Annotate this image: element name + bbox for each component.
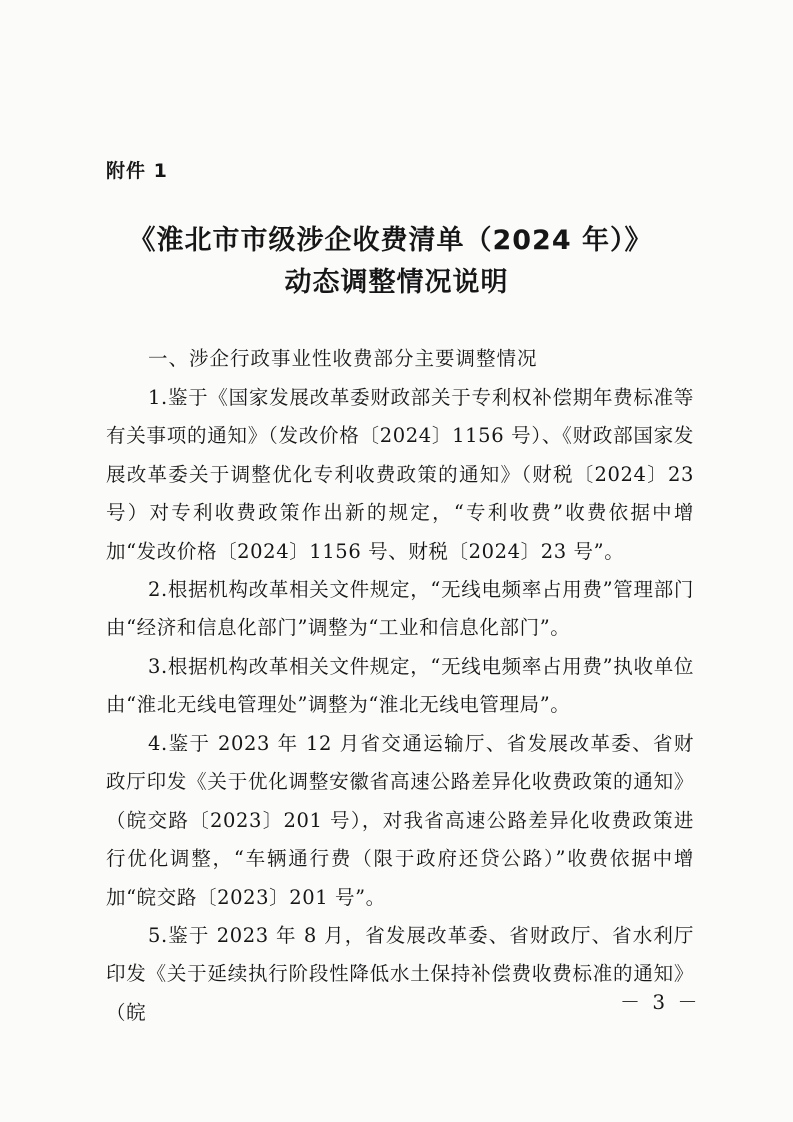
paragraph-5: 5.鉴于 2023 年 8 月，省发展改革委、省财政厅、省水利厅印发《关于延续执行阶段性降低水土保持补偿费收费标准的通知》（皖 — [106, 924, 694, 1024]
paragraph-2: 2.根据机构改革相关文件规定，“无线电频率占用费”管理部门由“经济和信息化部门”调整为“工业和信息化部门”。 — [106, 578, 694, 640]
document-title-line-1: 《淮北市市级涉企收费清单（2024 年）》 — [128, 225, 653, 256]
section-heading: 一、涉企行政事业性收费部分主要调整情况 — [148, 347, 538, 370]
paragraph-1: 1.鉴于《国家发展改革委财政部关于专利权补偿期年费标准等有关事项的通知》（发改价格〔2024〕1156 号）、《财政部国家发展改革委关于调整优化专利收费政策的通知》（财税〔2024〕23 号）对专利收费政策作出新的规定，“专利收费”收费依据中增加“发改价格〔2024〕1156 号、财税〔2024〕23 号”。 — [106, 386, 694, 563]
document-title-line-2: 动态调整情况说明 — [284, 267, 509, 298]
attachment-label: 附件 1 — [106, 160, 168, 182]
paragraph-4: 4.鉴于 2023 年 12 月省交通运输厅、省发展改革委、省财政厅印发《关于优化调整安徽省高速公路差异化收费政策的通知》（皖交路〔2023〕201 号），对我省高速公路差异化收费政策进行优化调整，“车辆通行费（限于政府还贷公路）”收费依据中增加“皖交路〔2023〕201 号”。 — [106, 732, 694, 909]
paragraph-3: 3.根据机构改革相关文件规定，“无线电频率占用费”执收单位由“淮北无线电管理处”调整为“淮北无线电管理局”。 — [106, 655, 694, 717]
page-number: － 3 － — [620, 990, 701, 1014]
